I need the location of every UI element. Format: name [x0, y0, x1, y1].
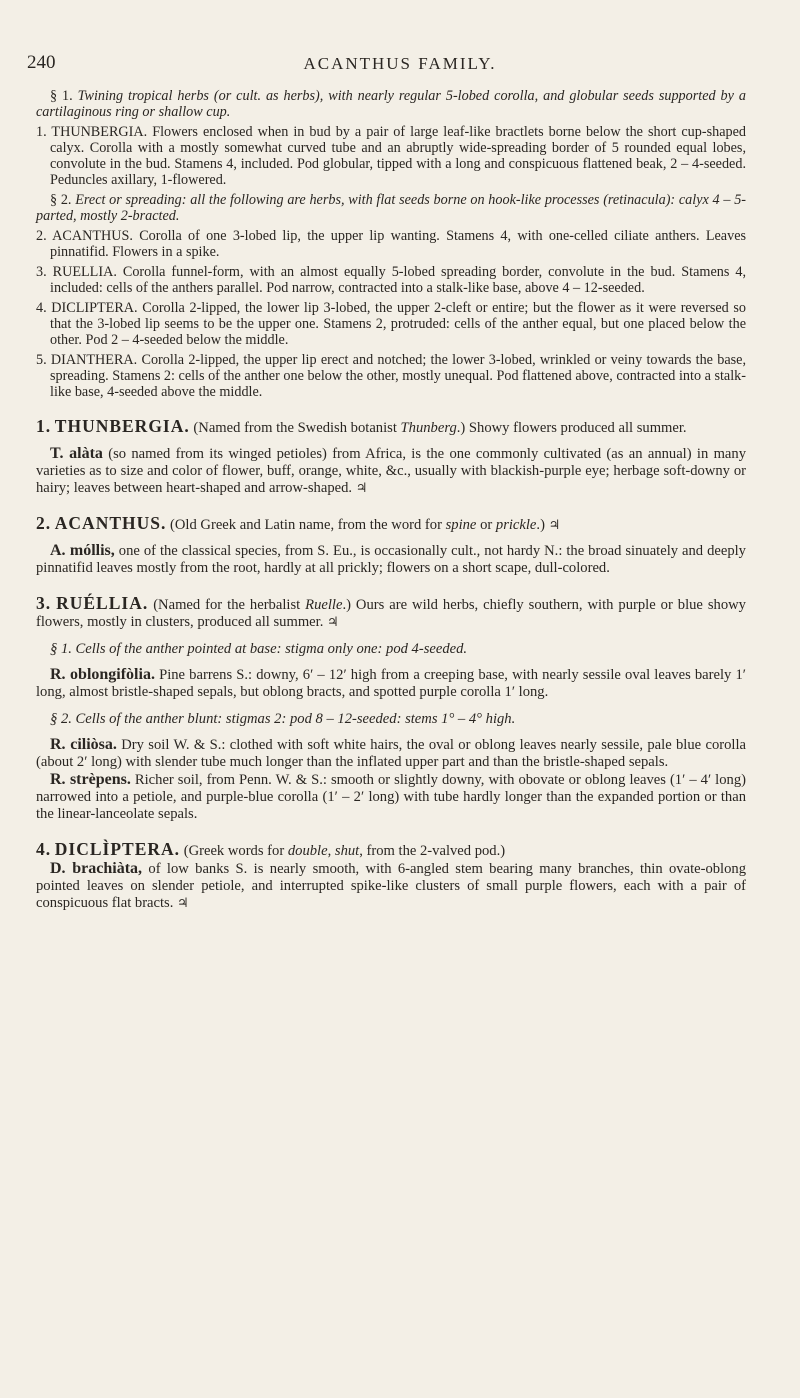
genus-dicliptera: 4. DICLÌPTERA. (Greek words for double, shut, from the 2-valved pod.): [36, 839, 506, 859]
species-t-alata: T. alàta (so named from its winged petioles) from Africa, is the one commonly cultivated (as an annual) in many varieties as to size and color of flower, buff, orange, white, &c., usually with blackish-purple eye; herbage soft-downy or hairy; leaves between heart-shaped and arrow-shaped. ♃: [36, 445, 746, 496]
key-section-2: § 2. Erect or spreading: all the following are herbs, with flat seeds borne on hook-like processes (retinacula): calyx 4 – 5-parted, mostly 2-bracted.: [36, 192, 747, 224]
genus-thunbergia: 1. THUNBERGIA. (Named from the Swedish botanist Thunberg.) Showy flowers produced all summer.: [36, 416, 687, 436]
perennial-symbol-icon: ♃: [548, 518, 561, 533]
key-item-ruellia: 3. RUELLIA. Corolla funnel-form, with an almost equally 5-lobed spreading border, convolute in the bud. Stamens 4, included: cells of the anthers parallel. Pod narrow, contracted into a stalk-like base, above 4 – 12-seeded.: [36, 264, 747, 296]
page-number: 240: [27, 52, 56, 73]
genus-acanthus: 2. ACANTHUS. (Old Greek and Latin name, from the word for spine or prickle.) ♃: [36, 513, 561, 533]
ruellia-section-2: § 2. Cells of the anther blunt: stigmas 2: pod 8 – 12-seeded: stems 1° – 4° high.: [50, 711, 516, 727]
perennial-symbol-icon: ♃: [327, 615, 339, 630]
species-r-strepens: R. strèpens. Richer soil, from Penn. W. & S.: smooth or slightly downy, with obovate or oblong leaves (1′ – 4′ long) narrowed into a petiole, and purple-blue corolla (1′ – 2′ long) with tube hardly longer than the expanded portion or than the linear-lanceolate sepals.: [36, 771, 746, 822]
key-section-1: § 1. Twining tropical herbs (or cult. as herbs), with nearly regular 5-lobed corolla, and globular seeds supported by a cartilaginous ring or shallow cup.: [36, 88, 746, 120]
species-d-brachiata: D. brachiàta, of low banks S. is nearly smooth, with 6-angled stem bearing many branches, thin ovate-oblong pointed leaves on slender petiole, and interrupted spike-like clusters of small purple flowers, each with a pair of conspicuous flat bracts. ♃: [36, 860, 746, 911]
key-item-acanthus: 2. ACANTHUS. Corolla of one 3-lobed lip, the upper lip wanting. Stamens 4, with one-celled ciliate anthers. Leaves pinnatifid. Flowers in a spike.: [36, 228, 747, 260]
genus-ruellia: 3. RUÉLLIA. (Named for the herbalist Ruelle.) Ours are wild herbs, chiefly southern, with purple or blue showy flowers, mostly in clusters, produced all summer. ♃: [36, 593, 746, 630]
key-item-thunbergia: 1. THUNBERGIA. Flowers enclosed when in bud by a pair of large leaf-like bractlets borne below the short cup-shaped calyx. Corolla with a mostly somewhat curved tube and an abruptly wide-spreading border of 5 rounded equal lobes, convolute in the bud. Stamens 4, included. Pod globular, tipped with a long and conspicuous flattened beak, 2 – 4-seeded. Peduncles axillary, 1-flowered.: [36, 124, 746, 188]
species-a-mollis: A. móllis, one of the classical species, from S. Eu., is occasionally cult., not hardy N.: the broad sinuately and deeply pinnatifid leaves mostly from the root, hardly at all prickly; flowers on a short scape, dull-colored.: [36, 542, 746, 576]
species-r-ciliosa: R. ciliòsa. Dry soil W. & S.: clothed with soft white hairs, the oval or oblong leaves nearly sessile, pale blue corolla (about 2′ long) with slender tube much longer than the inflated upper part and than the bristle-shaped sepals.: [36, 736, 746, 770]
key-item-dicliptera: 4. DICLIPTERA. Corolla 2-lipped, the lower lip 3-lobed, the upper 2-cleft or entire; but the flower as it were reversed so that the 3-lobed lip seems to be the upper one. Stamens 2, protruded: cells of the anther equal, but one placed below the other. Pod 2 – 4-seeded below the middle.: [36, 300, 747, 348]
page-body: [36, 88, 746, 912]
ruellia-section-1: § 1. Cells of the anther pointed at base: stigma only one: pod 4-seeded.: [50, 641, 468, 657]
running-head: ACANTHUS FAMILY.: [303, 54, 497, 73]
species-r-oblongifolia: R. oblongifòlia. Pine barrens S.: downy, 6′ – 12′ high from a creeping base, with nearly sessile oval leaves barely 1′ long, almost bristle-shaped sepals, but oblong bracts, and spotted purple corolla 1′ long.: [36, 666, 746, 700]
perennial-symbol-icon: ♃: [355, 481, 368, 496]
perennial-symbol-icon: ♃: [177, 896, 189, 911]
key-item-dianthera: 5. DIANTHERA. Corolla 2-lipped, the upper lip erect and notched; the lower 3-lobed, wrinkled or veiny towards the base, spreading. Stamens 2: cells of the anther one below the other, mostly unequal. Pod flattened above, contracted into a stalk-like base, 4-seeded above the middle.: [36, 352, 747, 400]
